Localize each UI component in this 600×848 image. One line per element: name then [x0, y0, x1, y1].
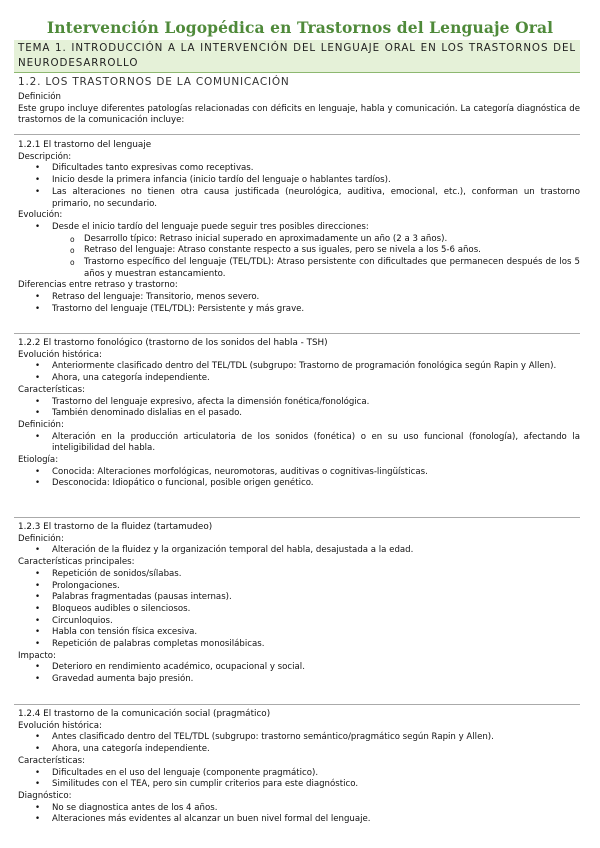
evolucion-list — [18, 361, 580, 384]
divider — [14, 704, 580, 705]
list-item: • Circunloquios. — [18, 616, 580, 628]
caracteristicas-list — [18, 768, 580, 791]
label-descripcion: Descripción: — [18, 151, 72, 162]
list-item: • Trastorno del lenguaje (TEL/TDL): Persistente y más grave. — [18, 304, 580, 316]
intro-text: Este grupo incluye diferentes patologías relacionadas con déficits en lenguaje, habla y comunicación. La categoría diagnóstica de trastornos de la comunicación incluye: — [18, 103, 580, 126]
label-impacto: Impacto: — [18, 650, 56, 661]
evolucion-list — [18, 222, 580, 281]
list-item: • Repetición de palabras completas monosilábicas. — [18, 639, 580, 651]
divider — [14, 333, 580, 334]
definicion-list — [18, 432, 580, 455]
list-item: • Habla con tensión física excesiva. — [18, 627, 580, 639]
tema-heading: TEMA 1. INTRODUCCIÓN A LA INTERVENCIÓN DEL LENGUAJE ORAL EN LOS TRASTORNOS DEL NEURODESARROLLO — [18, 42, 576, 69]
document-title: Intervención Logopédica en Trastornos del Lenguaje Oral — [46, 18, 554, 37]
label-diferencias: Diferencias entre retraso y trastorno: — [18, 280, 178, 291]
subsection-title: 1.2.3 El trastorno de la fluidez (tartamudeo) — [18, 522, 213, 532]
label-caracteristicas: Características principales: — [18, 557, 135, 568]
descripcion-list — [18, 163, 580, 210]
divider — [14, 134, 580, 135]
label-evolucion: Evolución histórica: — [18, 349, 102, 360]
list-item: • Las alteraciones no tienen otra causa justificada (neurológica, auditiva, emocional, etc.), conforman un trastorno primario, no secundario. — [18, 187, 580, 210]
sub-list-item: o Trastorno específico del lenguaje (TEL/TDL): Atraso persistente con dificultades que permanecen después de los 5 años y muestran estancamiento. — [18, 257, 580, 280]
label-evolucion: Evolución histórica: — [18, 720, 102, 731]
label-evolucion: Evolución: — [18, 210, 63, 221]
label-definicion: Definición: — [18, 419, 64, 430]
intro-label: Definición — [18, 92, 61, 102]
subsection-title: 1.2.2 El trastorno fonológico (trastorno de los sonidos del habla - TSH) — [18, 338, 328, 348]
list-item: • Inicio desde la primera infancia (inicio tardío del lenguaje o hablantes tardíos). — [18, 175, 580, 187]
subsection-title: 1.2.4 El trastorno de la comunicación social (pragmático) — [18, 709, 271, 719]
caracteristicas-list — [18, 397, 580, 420]
label-etiologia: Etiología: — [18, 455, 59, 466]
etiologia-list — [18, 467, 580, 490]
evolucion-list — [18, 732, 580, 755]
list-item: • Conocida: Alteraciones morfológicas, neuromotoras, auditivas o cognitivas-lingüísticas. — [18, 467, 580, 479]
list-item: • Deterioro en rendimiento académico, ocupacional y social. — [18, 662, 580, 674]
list-item: • Dificultades en el uso del lenguaje (componente pragmático). — [18, 768, 580, 780]
label-caracteristicas: Características: — [18, 384, 85, 395]
section-1-2-4 — [18, 709, 580, 826]
list-item: • Desde el inicio tardío del lenguaje puede seguir tres posibles direcciones: — [18, 222, 580, 234]
label-caracteristicas: Características: — [18, 755, 85, 766]
list-item: • Gravedad aumenta bajo presión. — [18, 674, 580, 686]
list-item: • Alteración en la producción articulatoria de los sonidos (fonética) o en su uso funcional (fonología), afectando la inteligibilidad del habla. — [18, 432, 580, 455]
tema-header-box — [14, 40, 580, 73]
label-diagnostico: Diagnóstico: — [18, 790, 72, 801]
list-item: • Anteriormente clasificado dentro del TEL/TDL (subgrupo: Trastorno de programación fonológica según Rapin y Allen). — [18, 361, 580, 373]
list-item: • Ahora, una categoría independiente. — [18, 744, 580, 756]
list-item: • Desconocida: Idiopático o funcional, posible origen genético. — [18, 478, 580, 490]
subsection-title: 1.2.1 El trastorno del lenguaje — [18, 140, 152, 150]
intro-block — [18, 92, 580, 127]
sub-list-item: o Retraso del lenguaje: Atraso constante respecto a sus iguales, pero se nivela a los 5-6 años. — [18, 245, 580, 257]
diferencias-list — [18, 292, 580, 315]
list-item: • Similitudes con el TEA, pero sin cumplir criterios para este diagnóstico. — [18, 779, 580, 791]
list-item: • Antes clasificado dentro del TEL/TDL (subgrupo: trastorno semántico/pragmático según Rapin y Allen). — [18, 732, 580, 744]
list-item: • Dificultades tanto expresivas como receptivas. — [18, 163, 580, 175]
caracteristicas-list — [18, 569, 580, 651]
list-item: • Prolongaciones. — [18, 581, 580, 593]
impacto-list — [18, 662, 580, 685]
divider — [14, 517, 580, 518]
list-item: • Trastorno del lenguaje expresivo, afecta la dimensión fonética/fonológica. — [18, 397, 580, 409]
list-item: • Palabras fragmentadas (pausas internas). — [18, 592, 580, 604]
list-item: • Alteración de la fluidez y la organización temporal del habla, desajustada a la edad. — [18, 545, 580, 557]
list-item: • También denominado dislalias en el pasado. — [18, 408, 580, 420]
sub-list-item: o Desarrollo típico: Retraso inicial superado en aproximadamente un año (2 a 3 años). — [18, 234, 580, 246]
diagnostico-list — [18, 803, 580, 826]
section-1-2-2 — [18, 338, 580, 490]
section-1-2-3 — [18, 522, 580, 686]
list-item: • Ahora, una categoría independiente. — [18, 373, 580, 385]
list-item: • No se diagnostica antes de los 4 años. — [18, 803, 580, 815]
section-heading: 1.2. LOS TRASTORNOS DE LA COMUNICACIÓN — [18, 76, 290, 88]
section-1-2-1 — [18, 140, 580, 316]
definicion-list — [18, 545, 580, 557]
list-item: • Bloqueos audibles o silenciosos. — [18, 604, 580, 616]
label-definicion: Definición: — [18, 533, 64, 544]
list-item: • Alteraciones más evidentes al alcanzar un buen nivel formal del lenguaje. — [18, 814, 580, 826]
list-item: • Retraso del lenguaje: Transitorio, menos severo. — [18, 292, 580, 304]
list-item: • Repetición de sonidos/sílabas. — [18, 569, 580, 581]
